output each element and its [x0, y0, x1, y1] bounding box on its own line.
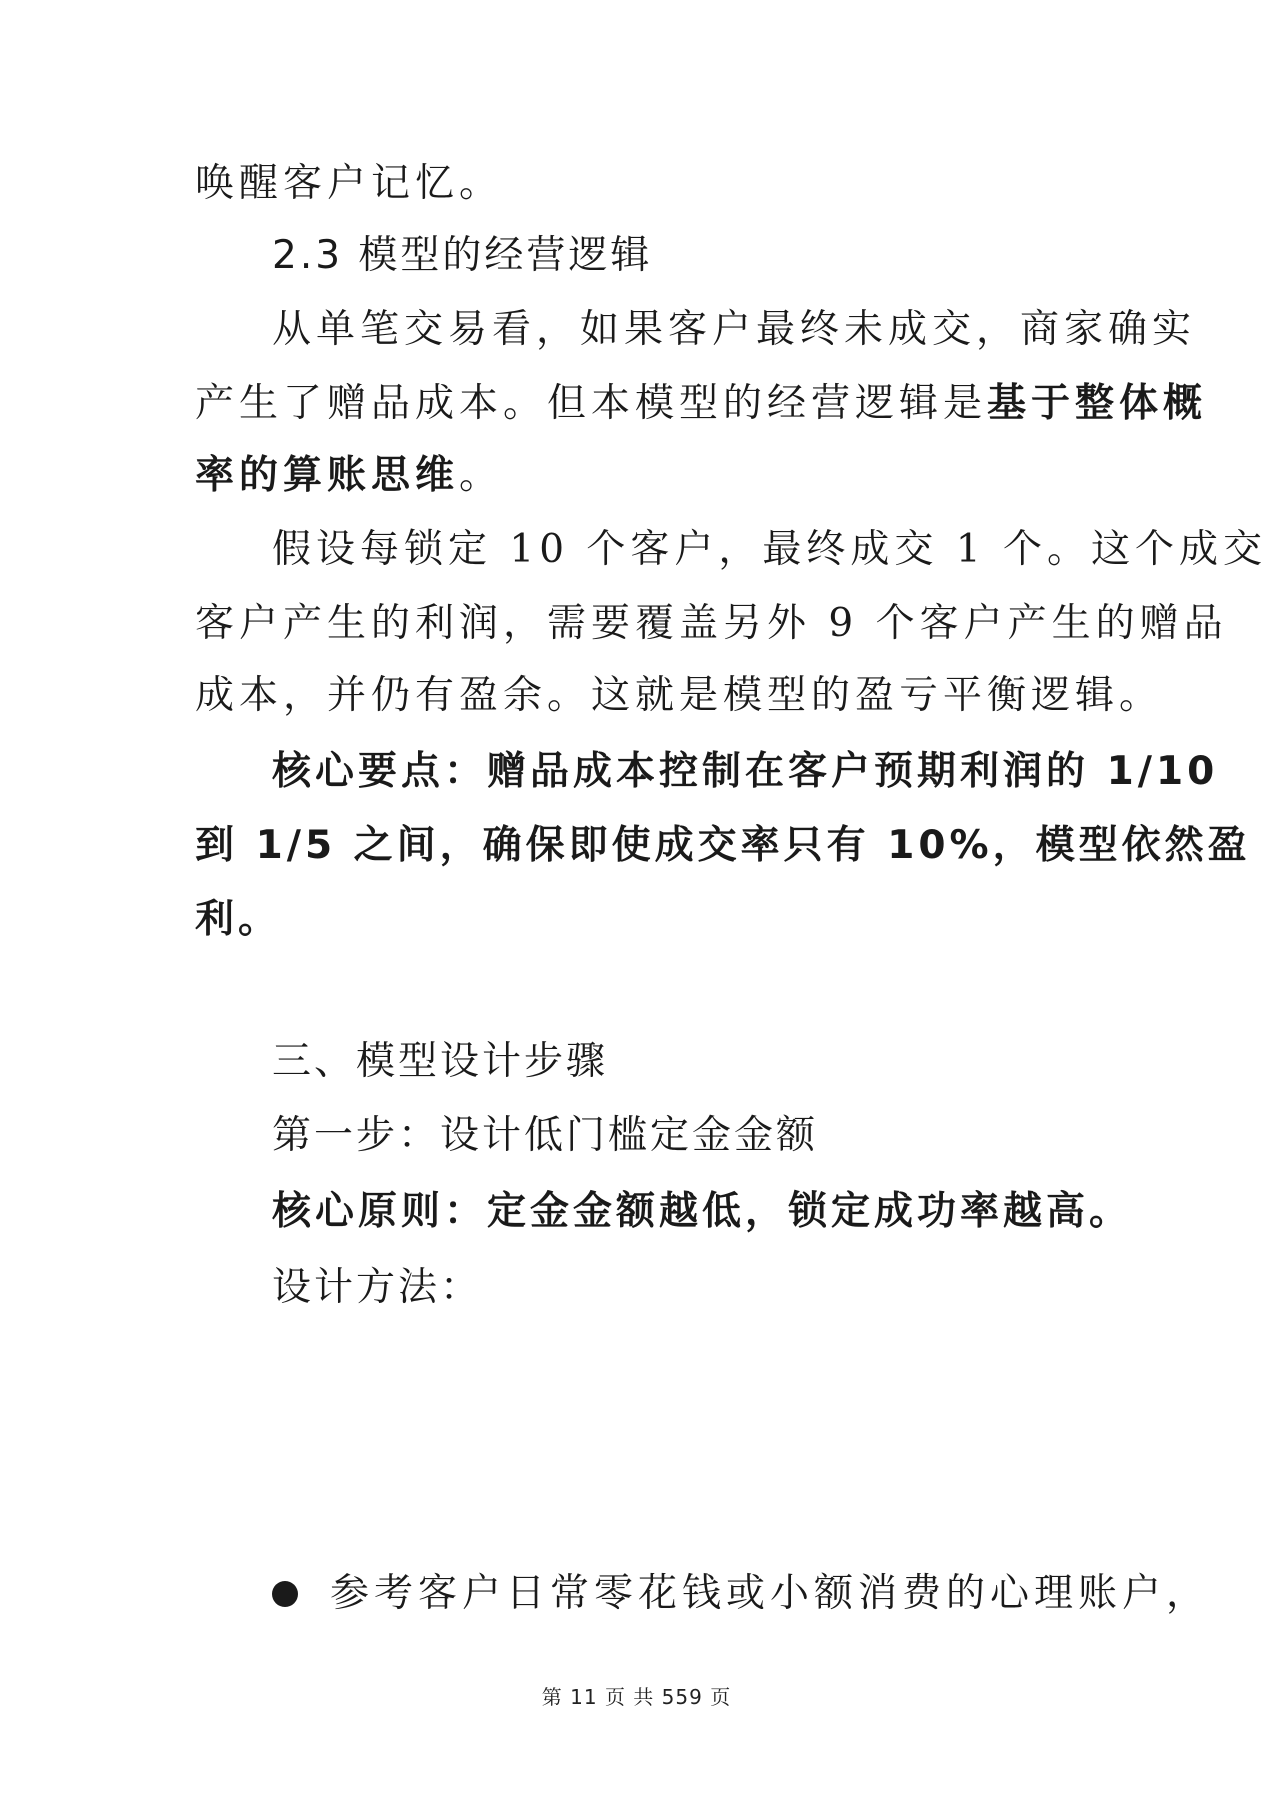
paragraph-line: [195, 450, 1095, 502]
emphasis-text: 基于整体概: [987, 381, 1208, 426]
step-heading: 第一步：设计低门槛定金金额: [272, 1113, 819, 1158]
section-heading-2-3: 2.3 模型的经营逻辑: [272, 233, 653, 278]
bullet-icon: [272, 1581, 298, 1607]
section-heading-3: 三、模型设计步骤: [272, 1039, 609, 1084]
paragraph-text: 产生了赠品成本。但本模型的经营逻辑是: [195, 381, 988, 426]
paragraph-line: 客户产生的利润，需要覆盖另外 9 个客户产生的赠品: [195, 601, 1228, 646]
paragraph-line: 成本，并仍有盈余。这就是模型的盈亏平衡逻辑。: [195, 673, 1164, 718]
paragraph-text: 。: [459, 453, 504, 498]
paragraph-line: [195, 378, 1208, 430]
emphasis-text: 率的算账思维: [195, 453, 460, 498]
key-point-line: 利。: [195, 897, 282, 942]
page-footer: 第 11 页 共 559 页: [541, 1685, 732, 1709]
principle-line: 核心原则：定金金额越低，锁定成功率越高。: [272, 1189, 1133, 1234]
method-heading: 设计方法：: [272, 1265, 483, 1310]
paragraph-line: 从单笔交易看，如果客户最终未成交，商家确实: [272, 307, 1197, 352]
paragraph-line: 唤醒客户记忆。: [195, 161, 504, 206]
key-point-line: 核心要点：赠品成本控制在客户预期利润的 1/10: [272, 749, 1219, 794]
bullet-text: 参考客户日常零花钱或小额消费的心理账户，: [330, 1571, 1211, 1616]
paragraph-line: 假设每锁定 10 个客户，最终成交 1 个。这个成交: [272, 527, 1268, 572]
key-point-line: 到 1/5 之间，确保即使成交率只有 10%，模型依然盈: [195, 823, 1251, 868]
